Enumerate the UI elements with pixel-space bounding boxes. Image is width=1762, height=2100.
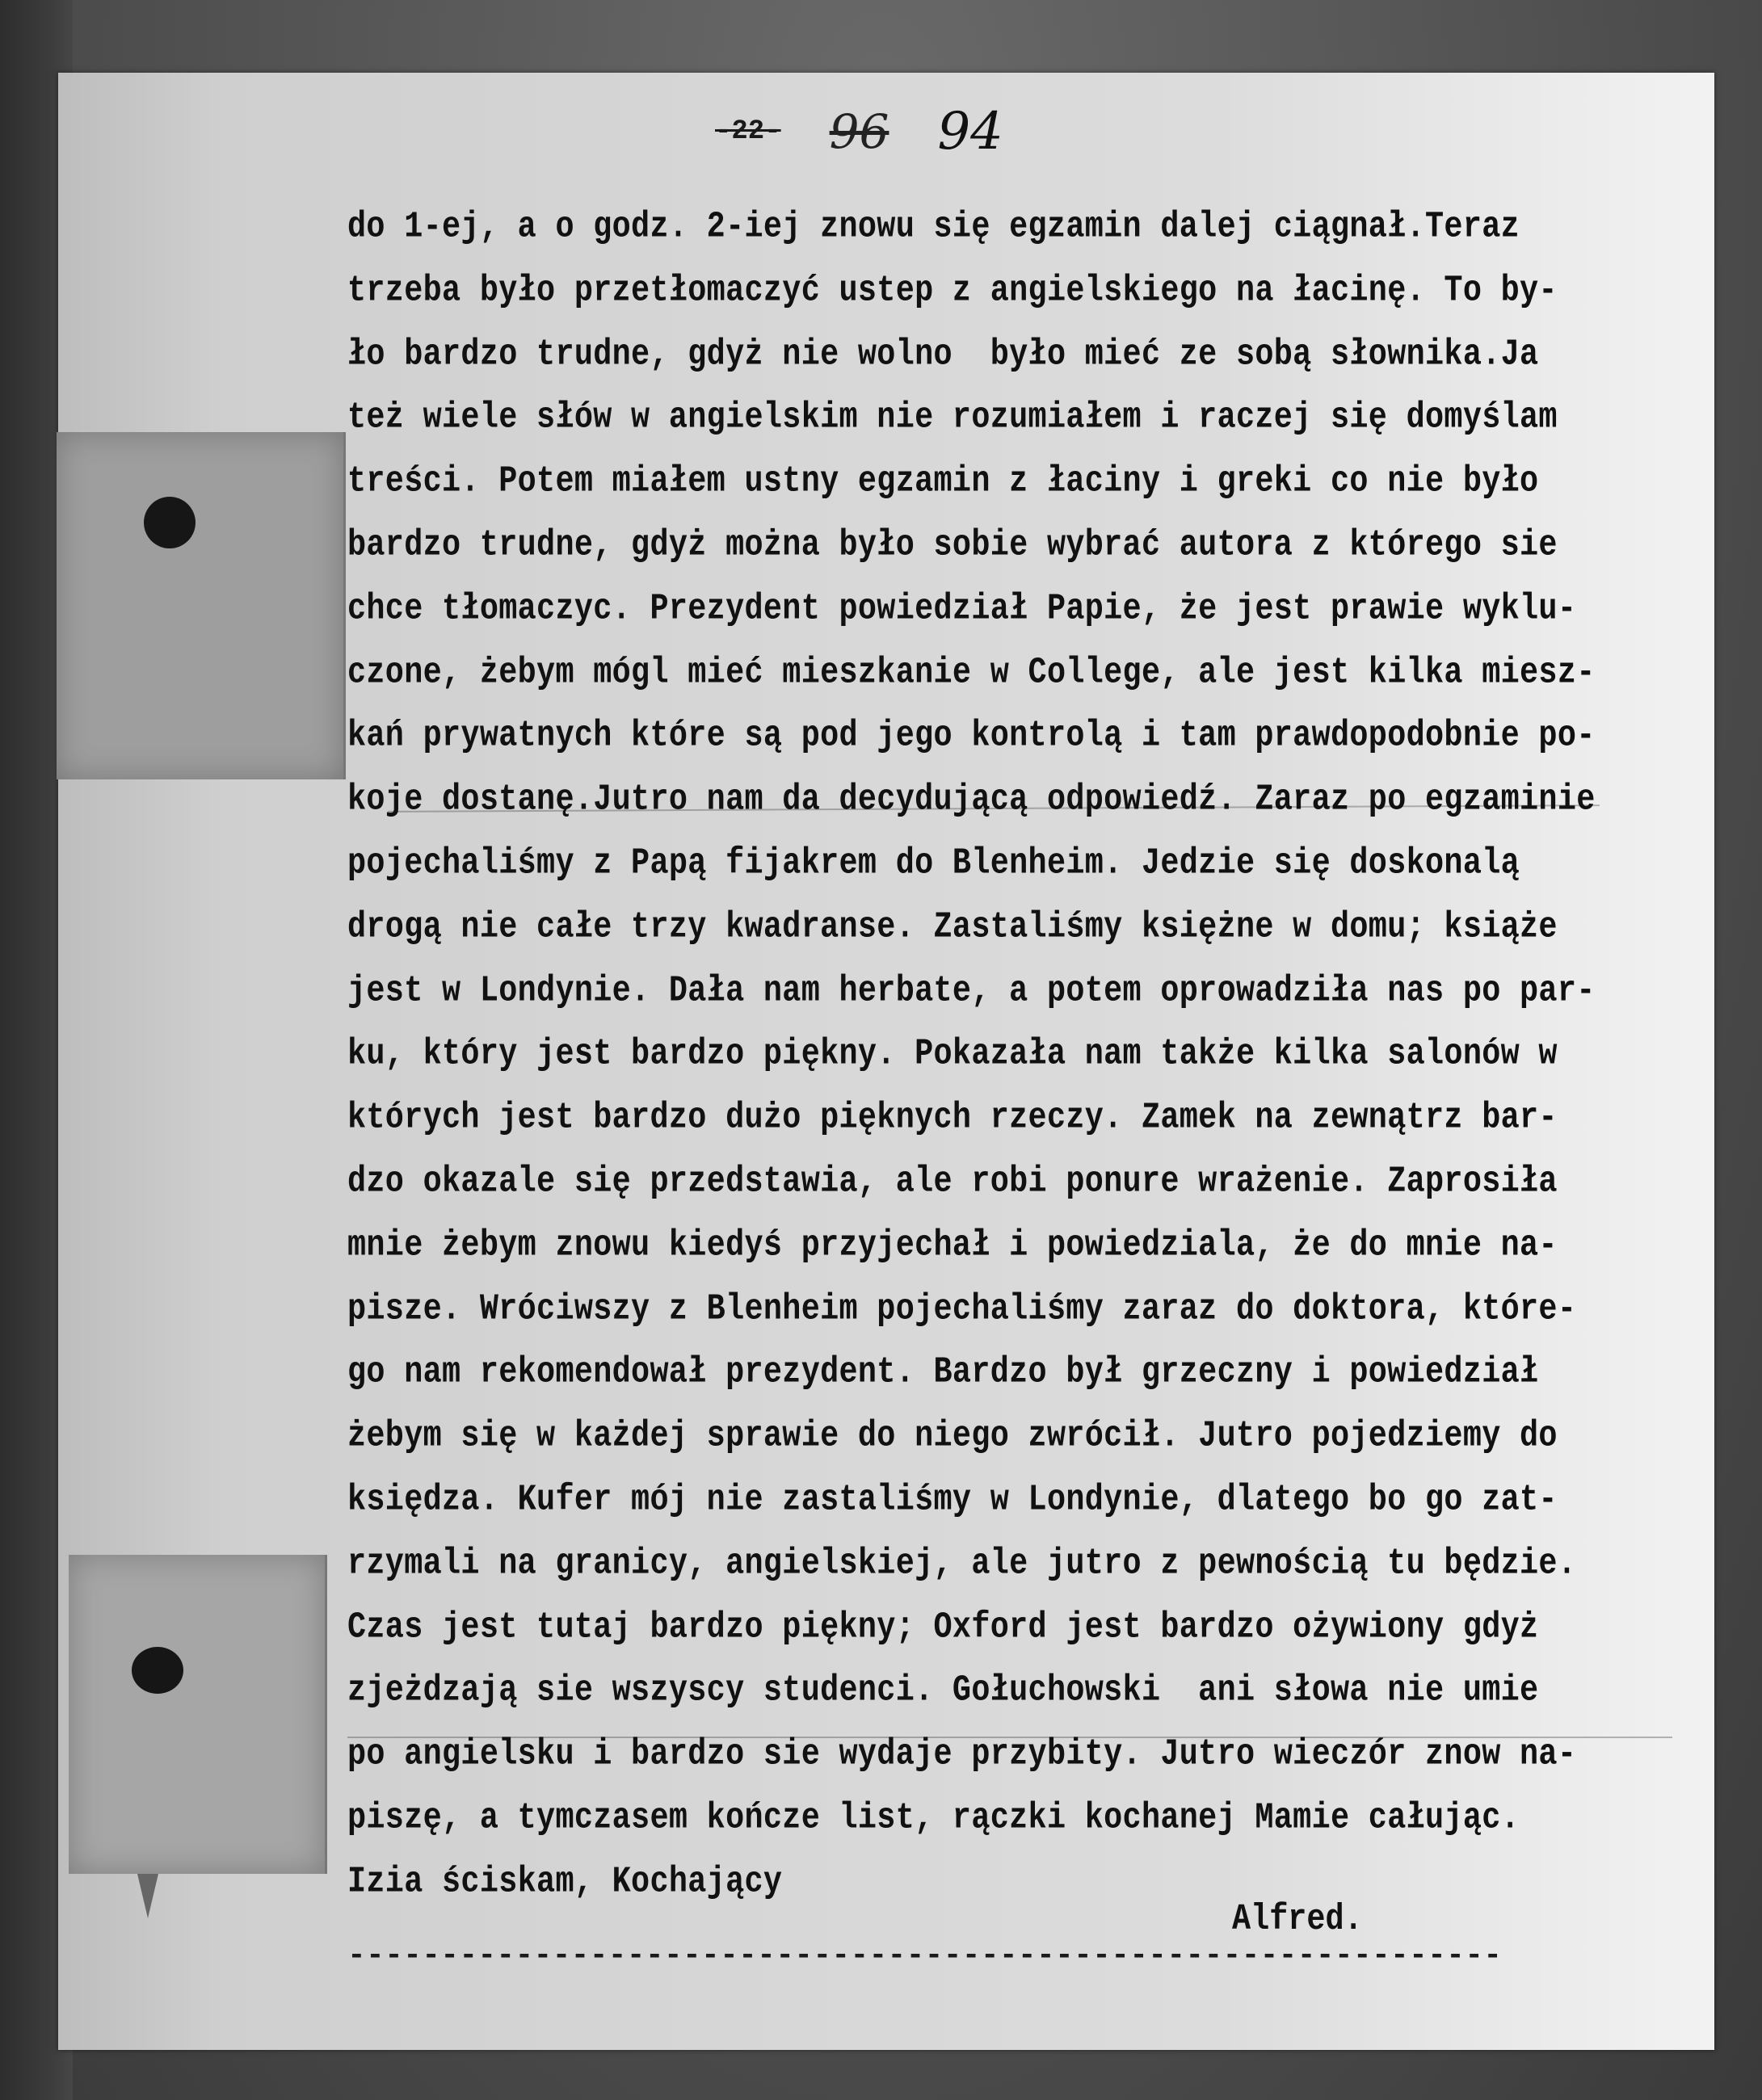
typed-page-number: -22- — [715, 116, 781, 147]
text-line: żebym się w każdej sprawie do niego zwrócił. Jutro pojedziemy do — [347, 1415, 1558, 1458]
binding-patch-bottom — [69, 1555, 327, 1874]
text-line: dzo okazale się przedstawia, ale robi ponure wrażenie. Zaprosiła — [347, 1160, 1558, 1203]
binding-patch-top — [57, 432, 346, 779]
text-line: księdza. Kufer mój nie zastaliśmy w Londynie, dlatego bo go zat- — [347, 1478, 1558, 1521]
struck-handwritten-page-number: 96 — [829, 104, 889, 159]
text-line: bardzo trudne, gdyż można było sobie wybrać autora z którego sie — [347, 523, 1558, 566]
text-line: chce tłomaczyc. Prezydent powiedział Papie, że jest prawie wyklu- — [347, 587, 1577, 630]
binding-tab-mark — [137, 1874, 158, 1918]
text-line: piszę, a tymczasem kończe list, rączki kochanej Mamie całując. — [347, 1796, 1520, 1839]
text-line: pisze. Wróciwszy z Blenheim pojechaliśmy zaraz do doktora, które- — [347, 1287, 1577, 1330]
signature: Alfred. — [1232, 1898, 1363, 1940]
text-line: kań prywatnych które są pod jego kontrolą i tam prawdopodobnie po- — [347, 715, 1596, 758]
handwritten-page-number: 94 — [937, 102, 1003, 162]
text-line: rzymali na granicy, angielskiej, ale jutro z pewnością tu będzie. — [347, 1542, 1577, 1585]
page-number-group — [715, 95, 1003, 168]
text-line: drogą nie całe trzy kwadranse. Zastaliśmy księżne w domu; książe — [347, 905, 1558, 948]
text-line: do 1-ej, a o godz. 2-iej znowu się egzamin dalej ciągnał.Teraz — [347, 205, 1520, 248]
text-line: trzeba było przetłomaczyć ustep z angielskiego na łacinę. To by- — [347, 269, 1558, 312]
text-line: koje dostanę.Jutro nam da decydującą odpowiedź. Zaraz po egzaminie — [347, 779, 1596, 821]
punch-hole-top — [144, 497, 196, 548]
text-line: których jest bardzo dużo pięknych rzeczy. Zamek na zewnątrz bar- — [347, 1097, 1558, 1140]
text-line: po angielsku i bardzo sie wydaje przybity. Jutro wieczór znow na- — [347, 1733, 1577, 1776]
text-line: pojechaliśmy z Papą fijakrem do Blenheim. Jedzie się doskonalą — [347, 842, 1520, 884]
text-line: Izia ściskam, Kochający — [347, 1860, 783, 1903]
punch-hole-bottom — [132, 1647, 183, 1694]
text-line: czone, żebym mógl mieć mieszkanie w College, ale jest kilka miesz- — [347, 651, 1596, 694]
text-line: ło bardzo trudne, gdyż nie wolno było mieć ze sobą słownika.Ja — [347, 333, 1539, 376]
text-line: mnie żebym znowu kiedyś przyjechał i powiedziala, że do mnie na- — [347, 1224, 1558, 1266]
text-line: jest w Londynie. Dała nam herbate, a potem oprowadziła nas po par- — [347, 969, 1596, 1012]
text-line: treści. Potem miałem ustny egzamin z łaciny i greki co nie było — [347, 460, 1539, 503]
text-line: go nam rekomendował prezydent. Bardzo był grzeczny i powiedział — [347, 1351, 1539, 1394]
text-line: ku, który jest bardzo piękny. Pokazała nam także kilka salonów w — [347, 1033, 1558, 1076]
dashed-rule: -------------------------------------------------------------- — [347, 1938, 1503, 1973]
text-line: Czas jest tutaj bardzo piękny; Oxford jest bardzo ożywiony gdyż — [347, 1606, 1539, 1648]
text-line: zjeżdzają sie wszyscy studenci. Gołuchowski ani słowa nie umie — [347, 1670, 1539, 1712]
letter-body — [347, 195, 1672, 1914]
text-line: też wiele słów w angielskim nie rozumiałem i raczej się domyślam — [347, 397, 1558, 439]
